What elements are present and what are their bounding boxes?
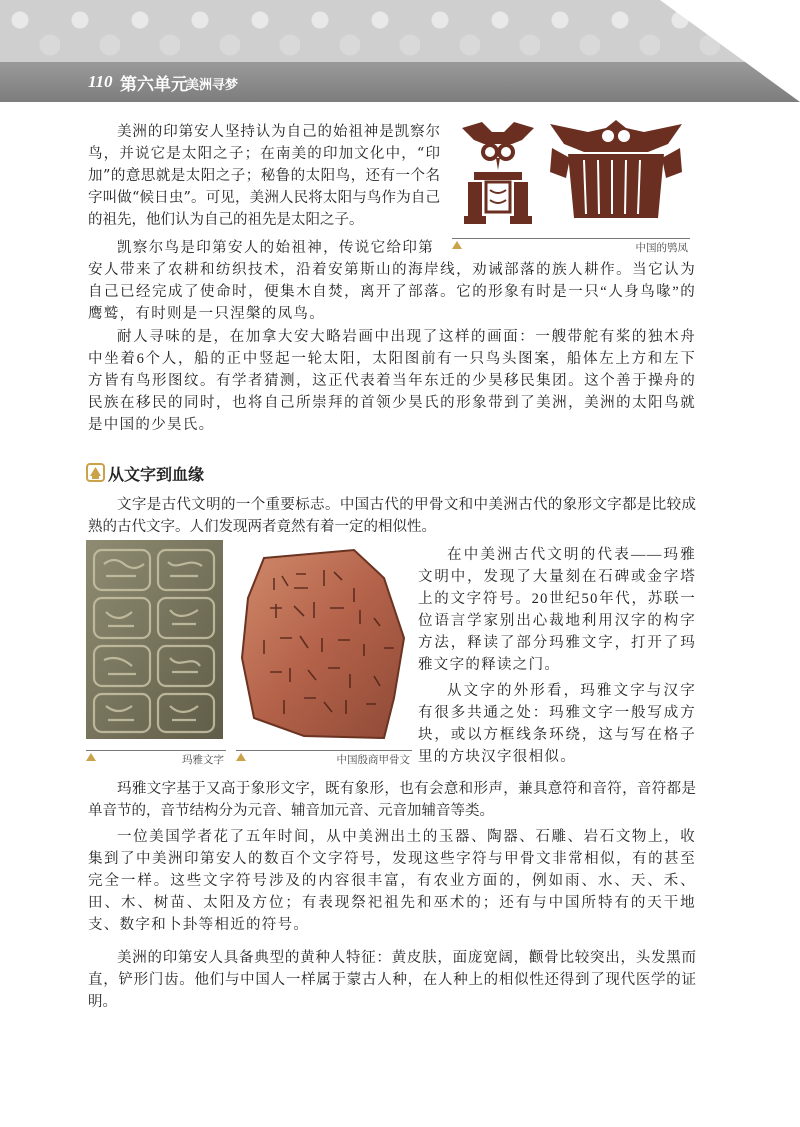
paragraph-3: 耐人寻味的是，在加拿大安大略岩画中出现了这样的画面：一艘带舵有桨的独木舟中坐着6个人，船的正中竖起一轮太阳，太阳图前有一只鸟头图案，船体左上方和左下方皆有鸟形图纹。有学者猜测，这正代表着当年东迁的少昊移民集团。这个善于操舟的民族在移民的同时，也将自己所崇拜的首领少昊氏的形象带到了美洲，美洲的太阳鸟就是中国的少昊氏。 (88, 329, 696, 433)
paragraph-4: 文字是古代文明的一个重要标志。中国古代的甲骨文和中美洲古代的象形文字都是比较成熟的古代文字。人们发现两者竟然有着一定的相似性。 (88, 497, 696, 535)
caption-text: 中国殷商甲骨文 (336, 754, 410, 766)
paragraph-8: 一位美国学者花了五年时间，从中美洲出土的玉器、陶器、石雕、岩石文物上，收集到了中美洲印第安人的数百个文字符号，发现这些字符与甲骨文非常相似，有的甚至完全一样。这些文字符号涉及的内容很丰富，有农业方面的，例如雨、水、天、禾、田、木、树苗、太阳及方位；有表现祭祀祖先和巫术的；还有与中国所特有的天干地支、数字和卜卦等相近的符号。 (88, 829, 696, 933)
caption-triangle-icon (236, 753, 246, 761)
owl-phoenix-figure-left (452, 118, 544, 228)
paragraph-2-text: 凯察尔鸟是印第安人的始祖神，传说它给印第安人带来了农耕和纺织技术，沿着安第斯山的海岸线，劝诫部落的族人耕作。当它认为自己已经完成了使命时，便集木自焚，离开了部落。它的形象有时是一只“人身鸟喙”的鹰鹫，有时则是一只涅槃的凤鸟。 (88, 240, 696, 322)
section-icon (86, 463, 105, 482)
paragraph-7: 玛雅文字基于又高于象形文字，既有象形，也有会意和形声，兼具意符和音符，音符都是单音节的，音节结构分为元音、辅音加元音、元音加辅音等类。 (88, 781, 696, 819)
paragraph-1: 美洲的印第安人坚持认为自己的始祖神是凯察尔鸟，并说它是太阳之子；在南美的印加文化中，“印加”的意思就是太阳之子；秘鲁的太阳鸟，还有一个名字叫做“候日虫”。可见，美洲人民将太阳与鸟作为自己的祖先，他们认为自己的祖先是太阳之子。 (88, 124, 440, 228)
section-title: 从文字到血缘 (108, 465, 205, 484)
caption-oracle-bone (236, 750, 412, 765)
maya-glyphs-image (86, 540, 223, 739)
header-wedge (660, 0, 800, 102)
owl-phoenix-figure-right (548, 118, 684, 226)
caption-triangle-icon (86, 753, 96, 761)
oracle-bone-image (234, 548, 410, 742)
paragraph-9: 美洲的印第安人具备典型的黄种人特征：黄皮肤，面庞宽阔，颧骨比较突出，头发黑而直，铲形门齿。他们与中国人一样属于蒙古人种，在人种上的相似性还得到了现代医学的证明。 (88, 950, 696, 1010)
caption-text: 中国的鸮凤 (635, 242, 688, 254)
unit-title: 美洲寻梦 (186, 78, 239, 93)
paragraph-6: 从文字的外形看，玛雅文字与汉字有很多共通之处：玛雅文字一般写成方块，或以方框线条环绕，这与写在格子里的方块汉字很相似。 (418, 683, 696, 765)
page-number: 110 (88, 72, 113, 91)
paragraph-5: 在中美洲古代文明的代表——玛雅文明中，发现了大量刻在石碑或金字塔上的文字符号。20世纪50年代，苏联一位语言学家别出心裁地利用汉字的构字方法，释读了部分玛雅文字，打开了玛雅文字的释读之门。 (418, 547, 696, 673)
unit-label: 第六单元 (120, 75, 188, 95)
caption-text: 玛雅文字 (182, 754, 224, 766)
caption-maya (86, 750, 226, 765)
paragraph-2 (88, 237, 696, 325)
